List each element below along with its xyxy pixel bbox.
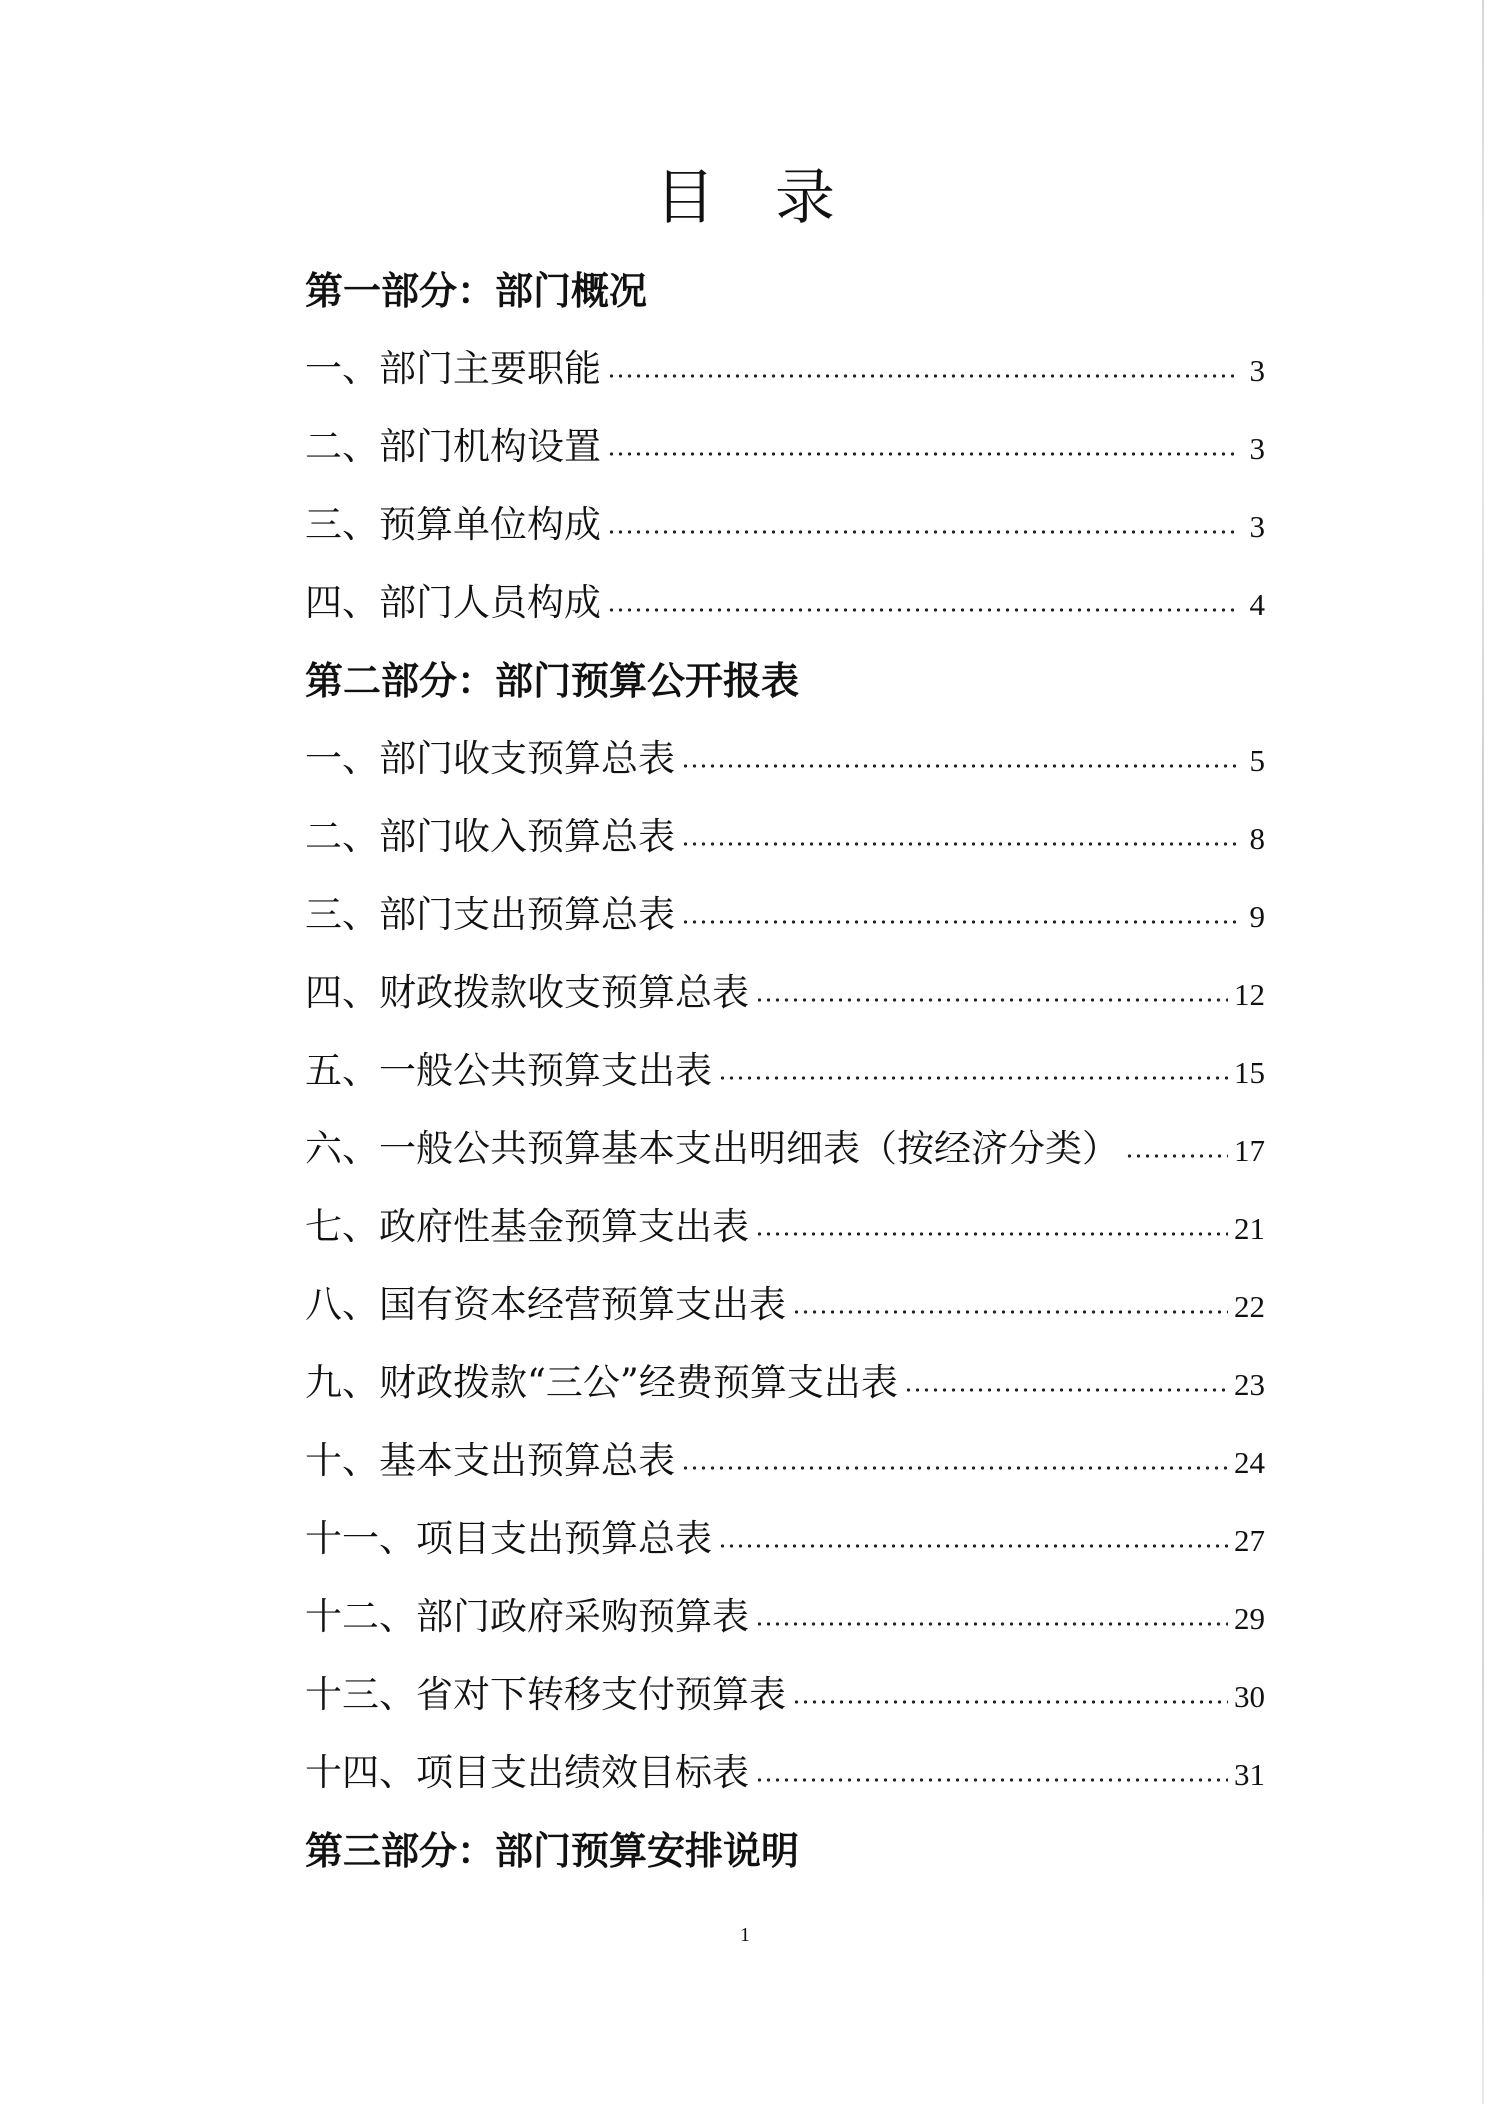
toc-entry-label: 一、部门主要职能 xyxy=(305,347,601,390)
table-of-contents xyxy=(305,252,1265,1890)
toc-entry-page: 12 xyxy=(1234,977,1265,1012)
page-title: 目录 xyxy=(655,163,895,233)
section-heading-part-3: 第三部分：部门预算安排说明 xyxy=(305,1829,800,1873)
toc-entry[interactable] xyxy=(305,876,1265,954)
toc-entry[interactable] xyxy=(305,1188,1265,1266)
dot-leader xyxy=(792,1700,1228,1704)
toc-entry-label: 四、部门人员构成 xyxy=(305,581,601,624)
toc-entry-label: 四、财政拨款收支预算总表 xyxy=(305,971,749,1014)
toc-entry-page: 29 xyxy=(1234,1601,1265,1636)
dot-leader xyxy=(755,1778,1228,1782)
toc-entry[interactable] xyxy=(305,486,1265,564)
dot-leader xyxy=(607,452,1239,456)
toc-entry-label: 九、财政拨款“三公”经费预算支出表 xyxy=(305,1361,898,1404)
toc-entry[interactable] xyxy=(305,798,1265,876)
toc-entry[interactable] xyxy=(305,1032,1265,1110)
toc-entry-page: 27 xyxy=(1234,1523,1265,1558)
dot-leader xyxy=(904,1388,1228,1392)
dot-leader xyxy=(755,1622,1228,1626)
toc-entry-page: 3 xyxy=(1249,353,1265,388)
toc-entry[interactable] xyxy=(305,1266,1265,1344)
toc-entry-page: 3 xyxy=(1249,509,1265,544)
toc-entry-label: 十四、项目支出绩效目标表 xyxy=(305,1751,749,1794)
toc-entry-page: 8 xyxy=(1249,821,1265,856)
dot-leader xyxy=(755,998,1228,1002)
toc-entry[interactable] xyxy=(305,954,1265,1032)
toc-entry-label: 五、一般公共预算支出表 xyxy=(305,1049,712,1092)
toc-entry-label: 十一、项目支出预算总表 xyxy=(305,1517,712,1560)
dot-leader xyxy=(792,1310,1228,1314)
toc-entry-page: 24 xyxy=(1234,1445,1265,1480)
toc-entry-page: 23 xyxy=(1234,1367,1265,1402)
toc-entry[interactable] xyxy=(305,720,1265,798)
toc-entry-page: 4 xyxy=(1249,587,1265,622)
dot-leader xyxy=(755,1232,1228,1236)
toc-entry[interactable] xyxy=(305,1578,1265,1656)
toc-entry[interactable] xyxy=(305,1500,1265,1578)
section-heading-part-1: 第一部分：部门概况 xyxy=(305,269,648,313)
toc-entry-page: 22 xyxy=(1234,1289,1265,1324)
toc-entry[interactable] xyxy=(305,1734,1265,1812)
toc-entry-page: 21 xyxy=(1234,1211,1265,1246)
toc-entry-page: 9 xyxy=(1249,899,1265,934)
toc-entry-label: 三、预算单位构成 xyxy=(305,503,601,546)
toc-entry[interactable] xyxy=(305,1656,1265,1734)
toc-entry-label: 二、部门机构设置 xyxy=(305,425,601,468)
toc-entry-label: 六、一般公共预算基本支出明细表（按经济分类） xyxy=(305,1127,1119,1170)
toc-entry-label: 七、政府性基金预算支出表 xyxy=(305,1205,749,1248)
toc-entry-label: 二、部门收入预算总表 xyxy=(305,815,675,858)
dot-leader xyxy=(607,530,1239,534)
dot-leader xyxy=(718,1544,1228,1548)
toc-entry-page: 5 xyxy=(1249,743,1265,778)
dot-leader xyxy=(681,842,1239,846)
section-heading-part-2: 第二部分：部门预算公开报表 xyxy=(305,659,800,703)
toc-entry[interactable] xyxy=(305,1344,1265,1422)
scan-edge-artifact xyxy=(1482,0,1484,2104)
dot-leader xyxy=(681,1466,1228,1470)
dot-leader xyxy=(681,764,1239,768)
toc-entry[interactable] xyxy=(305,1422,1265,1500)
toc-entry-label: 十、基本支出预算总表 xyxy=(305,1439,675,1482)
dot-leader xyxy=(681,920,1239,924)
toc-entry-label: 十三、省对下转移支付预算表 xyxy=(305,1673,786,1716)
toc-entry[interactable] xyxy=(305,408,1265,486)
toc-entry-page: 17 xyxy=(1234,1133,1265,1168)
toc-entry-page: 31 xyxy=(1234,1757,1265,1792)
toc-entry-page: 30 xyxy=(1234,1679,1265,1714)
toc-entry[interactable] xyxy=(305,564,1265,642)
toc-entry-label: 八、国有资本经营预算支出表 xyxy=(305,1283,786,1326)
footer-page-number: 1 xyxy=(740,1924,750,1946)
toc-entry-page: 15 xyxy=(1234,1055,1265,1090)
toc-entry[interactable] xyxy=(305,330,1265,408)
dot-leader xyxy=(1125,1154,1228,1158)
toc-entry[interactable] xyxy=(305,1110,1265,1188)
toc-entry-label: 一、部门收支预算总表 xyxy=(305,737,675,780)
toc-entry-label: 十二、部门政府采购预算表 xyxy=(305,1595,749,1638)
toc-entry-label: 三、部门支出预算总表 xyxy=(305,893,675,936)
dot-leader xyxy=(607,608,1239,612)
dot-leader xyxy=(607,374,1239,378)
dot-leader xyxy=(718,1076,1228,1080)
toc-entry-page: 3 xyxy=(1249,431,1265,466)
